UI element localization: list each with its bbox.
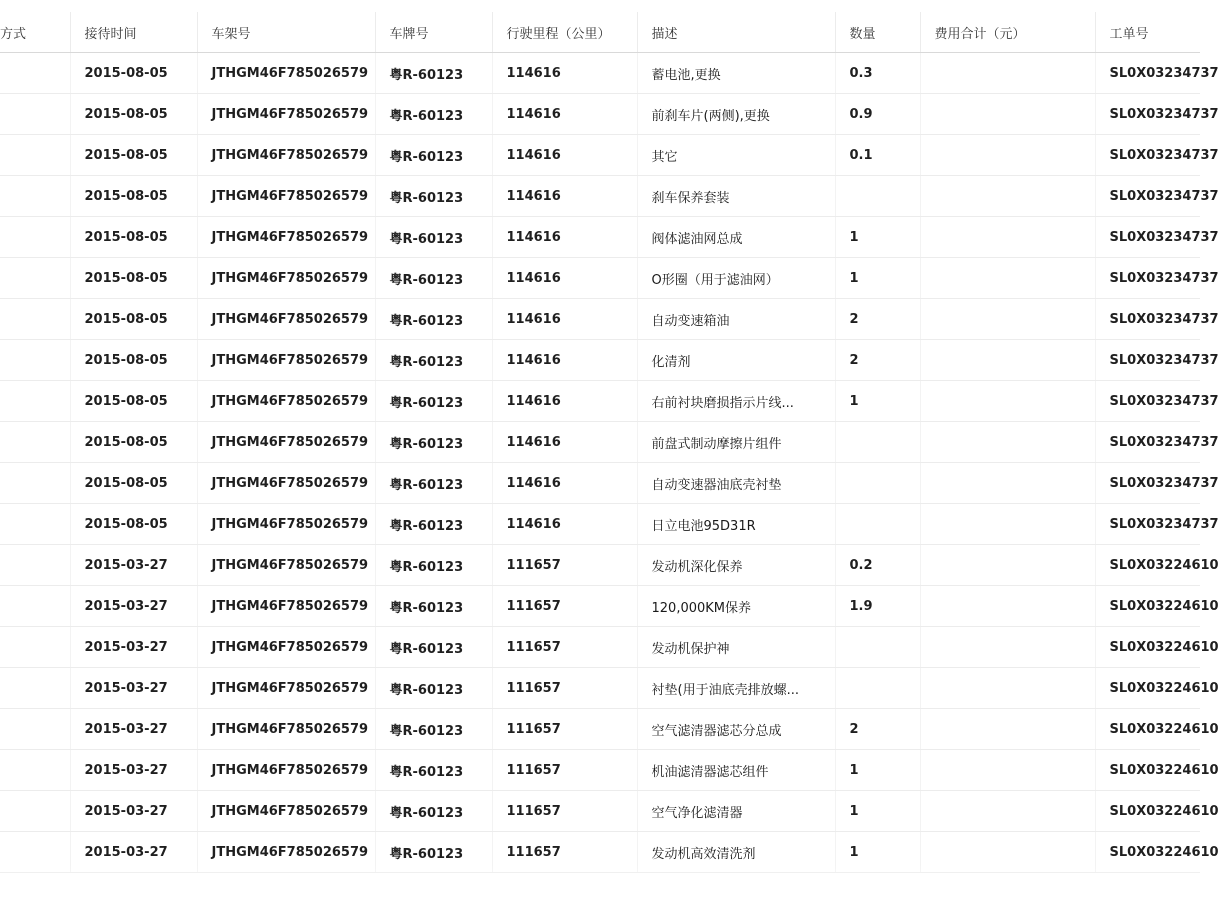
cell-plate: 粤R-60123 [375, 668, 492, 709]
cell-description: 空气滤清器滤芯分总成 [637, 709, 835, 750]
cell-total-cost [920, 586, 1095, 627]
table-row[interactable] [0, 299, 1200, 340]
cell-method [0, 545, 70, 586]
cell-mileage: 114616 [492, 422, 637, 463]
cell-vin: JTHGM46F785026579 [197, 709, 375, 750]
cell-method [0, 340, 70, 381]
cell-reception-time: 2015-03-27 [70, 586, 197, 627]
cell-description: 空气净化滤清器 [637, 791, 835, 832]
cell-mileage: 114616 [492, 463, 637, 504]
cell-quantity: 1 [835, 217, 920, 258]
cell-vin: JTHGM46F785026579 [197, 791, 375, 832]
cell-description: 机油滤清器滤芯组件 [637, 750, 835, 791]
cell-method [0, 832, 70, 873]
column-header-reception-time[interactable]: 接待时间 [70, 12, 197, 53]
cell-quantity [835, 504, 920, 545]
cell-plate: 粤R-60123 [375, 299, 492, 340]
cell-description: 前盘式制动摩擦片组件 [637, 422, 835, 463]
table-row[interactable] [0, 463, 1200, 504]
cell-mileage: 114616 [492, 135, 637, 176]
cell-method [0, 94, 70, 135]
cell-reception-time: 2015-03-27 [70, 791, 197, 832]
cell-description: O形圈（用于滤油网） [637, 258, 835, 299]
cell-work-order: SL0X03234737 [1095, 422, 1200, 463]
cell-vin: JTHGM46F785026579 [197, 135, 375, 176]
cell-method [0, 422, 70, 463]
cell-total-cost [920, 627, 1095, 668]
cell-vin: JTHGM46F785026579 [197, 340, 375, 381]
cell-reception-time: 2015-03-27 [70, 545, 197, 586]
cell-mileage: 111657 [492, 750, 637, 791]
cell-total-cost [920, 791, 1095, 832]
cell-quantity [835, 176, 920, 217]
cell-work-order: SL0X03224610 [1095, 627, 1200, 668]
table-row[interactable] [0, 668, 1200, 709]
column-header-mileage[interactable]: 行驶里程（公里） [492, 12, 637, 53]
cell-quantity: 0.1 [835, 135, 920, 176]
table-row[interactable] [0, 791, 1200, 832]
cell-description: 刹车保养套装 [637, 176, 835, 217]
cell-work-order: SL0X03224610 [1095, 832, 1200, 873]
cell-quantity: 2 [835, 709, 920, 750]
cell-plate: 粤R-60123 [375, 94, 492, 135]
cell-method [0, 750, 70, 791]
cell-vin: JTHGM46F785026579 [197, 94, 375, 135]
cell-vin: JTHGM46F785026579 [197, 750, 375, 791]
column-header-work-order[interactable]: 工单号 [1095, 12, 1200, 53]
cell-vin: JTHGM46F785026579 [197, 463, 375, 504]
cell-reception-time: 2015-03-27 [70, 832, 197, 873]
cell-work-order: SL0X03234737 [1095, 217, 1200, 258]
cell-description: 衬垫(用于油底壳排放螺... [637, 668, 835, 709]
table-header-row [0, 12, 1200, 53]
table-row[interactable] [0, 176, 1200, 217]
table-row[interactable] [0, 53, 1200, 94]
cell-work-order: SL0X03224610 [1095, 668, 1200, 709]
cell-vin: JTHGM46F785026579 [197, 53, 375, 94]
cell-plate: 粤R-60123 [375, 381, 492, 422]
cell-total-cost [920, 299, 1095, 340]
cell-vin: JTHGM46F785026579 [197, 422, 375, 463]
cell-work-order: SL0X03234737 [1095, 504, 1200, 545]
cell-mileage: 111657 [492, 668, 637, 709]
cell-plate: 粤R-60123 [375, 258, 492, 299]
cell-work-order: SL0X03234737 [1095, 340, 1200, 381]
cell-reception-time: 2015-08-05 [70, 463, 197, 504]
cell-reception-time: 2015-08-05 [70, 258, 197, 299]
cell-plate: 粤R-60123 [375, 627, 492, 668]
column-header-total-cost[interactable]: 费用合计（元） [920, 12, 1095, 53]
cell-vin: JTHGM46F785026579 [197, 381, 375, 422]
cell-mileage: 114616 [492, 381, 637, 422]
cell-vin: JTHGM46F785026579 [197, 668, 375, 709]
column-header-vin[interactable]: 车架号 [197, 12, 375, 53]
cell-quantity: 0.3 [835, 53, 920, 94]
cell-mileage: 114616 [492, 299, 637, 340]
cell-method [0, 586, 70, 627]
table-row[interactable] [0, 258, 1200, 299]
cell-plate: 粤R-60123 [375, 791, 492, 832]
cell-reception-time: 2015-03-27 [70, 750, 197, 791]
cell-total-cost [920, 668, 1095, 709]
cell-mileage: 114616 [492, 504, 637, 545]
cell-mileage: 114616 [492, 176, 637, 217]
cell-total-cost [920, 463, 1095, 504]
cell-vin: JTHGM46F785026579 [197, 832, 375, 873]
cell-description: 阀体滤油网总成 [637, 217, 835, 258]
cell-quantity: 1.9 [835, 586, 920, 627]
cell-work-order: SL0X03234737 [1095, 94, 1200, 135]
cell-quantity [835, 422, 920, 463]
cell-method [0, 258, 70, 299]
cell-plate: 粤R-60123 [375, 340, 492, 381]
cell-method [0, 53, 70, 94]
cell-reception-time: 2015-08-05 [70, 422, 197, 463]
cell-work-order: SL0X03234737 [1095, 258, 1200, 299]
cell-reception-time: 2015-08-05 [70, 94, 197, 135]
cell-mileage: 111657 [492, 586, 637, 627]
cell-total-cost [920, 545, 1095, 586]
table-row[interactable] [0, 217, 1200, 258]
table-body [0, 53, 1219, 873]
cell-plate: 粤R-60123 [375, 422, 492, 463]
cell-reception-time: 2015-08-05 [70, 299, 197, 340]
table-row[interactable] [0, 750, 1200, 791]
cell-vin: JTHGM46F785026579 [197, 586, 375, 627]
cell-description: 120,000KM保养 [637, 586, 835, 627]
cell-mileage: 114616 [492, 94, 637, 135]
cell-total-cost [920, 217, 1095, 258]
cell-description: 自动变速器油底壳衬垫 [637, 463, 835, 504]
cell-method [0, 135, 70, 176]
cell-vin: JTHGM46F785026579 [197, 504, 375, 545]
cell-work-order: SL0X03234737 [1095, 176, 1200, 217]
cell-method [0, 709, 70, 750]
cell-plate: 粤R-60123 [375, 463, 492, 504]
cell-total-cost [920, 709, 1095, 750]
table-row[interactable] [0, 709, 1200, 750]
column-header-method[interactable]: 方式 [0, 12, 70, 53]
cell-work-order: SL0X03224610 [1095, 586, 1200, 627]
cell-reception-time: 2015-08-05 [70, 135, 197, 176]
cell-work-order: SL0X03224610 [1095, 791, 1200, 832]
cell-vin: JTHGM46F785026579 [197, 545, 375, 586]
column-header-description[interactable]: 描述 [637, 12, 835, 53]
cell-quantity: 0.9 [835, 94, 920, 135]
cell-description: 发动机高效清洗剂 [637, 832, 835, 873]
cell-plate: 粤R-60123 [375, 176, 492, 217]
cell-description: 其它 [637, 135, 835, 176]
cell-quantity: 1 [835, 791, 920, 832]
cell-total-cost [920, 258, 1095, 299]
cell-vin: JTHGM46F785026579 [197, 299, 375, 340]
cell-method [0, 627, 70, 668]
cell-total-cost [920, 340, 1095, 381]
cell-quantity: 2 [835, 299, 920, 340]
cell-work-order: SL0X03234737 [1095, 463, 1200, 504]
cell-method [0, 176, 70, 217]
cell-work-order: SL0X03224610 [1095, 750, 1200, 791]
table-row[interactable] [0, 545, 1200, 586]
cell-method [0, 463, 70, 504]
cell-reception-time: 2015-08-05 [70, 176, 197, 217]
cell-work-order: SL0X03234737 [1095, 135, 1200, 176]
cell-vin: JTHGM46F785026579 [197, 176, 375, 217]
cell-plate: 粤R-60123 [375, 545, 492, 586]
cell-method [0, 504, 70, 545]
table-row[interactable] [0, 504, 1200, 545]
cell-mileage: 114616 [492, 340, 637, 381]
cell-method [0, 381, 70, 422]
cell-reception-time: 2015-03-27 [70, 709, 197, 750]
cell-reception-time: 2015-08-05 [70, 217, 197, 258]
cell-total-cost [920, 176, 1095, 217]
cell-quantity: 1 [835, 750, 920, 791]
cell-description: 发动机保护神 [637, 627, 835, 668]
cell-plate: 粤R-60123 [375, 504, 492, 545]
cell-quantity [835, 627, 920, 668]
cell-reception-time: 2015-08-05 [70, 53, 197, 94]
cell-quantity: 1 [835, 258, 920, 299]
cell-mileage: 111657 [492, 545, 637, 586]
cell-description: 化清剂 [637, 340, 835, 381]
table-row[interactable] [0, 135, 1200, 176]
cell-plate: 粤R-60123 [375, 586, 492, 627]
cell-mileage: 111657 [492, 627, 637, 668]
cell-vin: JTHGM46F785026579 [197, 258, 375, 299]
cell-plate: 粤R-60123 [375, 53, 492, 94]
column-header-plate[interactable]: 车牌号 [375, 12, 492, 53]
cell-vin: JTHGM46F785026579 [197, 217, 375, 258]
cell-total-cost [920, 750, 1095, 791]
cell-description: 蓄电池,更换 [637, 53, 835, 94]
cell-reception-time: 2015-08-05 [70, 504, 197, 545]
cell-work-order: SL0X03234737 [1095, 381, 1200, 422]
cell-reception-time: 2015-08-05 [70, 381, 197, 422]
cell-plate: 粤R-60123 [375, 709, 492, 750]
table-row[interactable] [0, 586, 1200, 627]
cell-mileage: 111657 [492, 832, 637, 873]
table-row[interactable] [0, 832, 1200, 873]
cell-plate: 粤R-60123 [375, 217, 492, 258]
cell-mileage: 114616 [492, 53, 637, 94]
cell-plate: 粤R-60123 [375, 135, 492, 176]
cell-plate: 粤R-60123 [375, 832, 492, 873]
cell-reception-time: 2015-03-27 [70, 627, 197, 668]
cell-total-cost [920, 381, 1095, 422]
cell-reception-time: 2015-03-27 [70, 668, 197, 709]
cell-total-cost [920, 422, 1095, 463]
cell-method [0, 791, 70, 832]
cell-mileage: 111657 [492, 791, 637, 832]
cell-mileage: 114616 [492, 258, 637, 299]
cell-total-cost [920, 135, 1095, 176]
cell-description: 前刹车片(两侧),更换 [637, 94, 835, 135]
table-row[interactable] [0, 381, 1200, 422]
cell-method [0, 217, 70, 258]
cell-description: 右前衬块磨损指示片线... [637, 381, 835, 422]
column-header-quantity[interactable]: 数量 [835, 12, 920, 53]
cell-work-order: SL0X03224610 [1095, 709, 1200, 750]
cell-description: 发动机深化保养 [637, 545, 835, 586]
cell-method [0, 299, 70, 340]
cell-description: 自动变速箱油 [637, 299, 835, 340]
table-row[interactable] [0, 422, 1200, 463]
cell-description: 日立电池95D31R [637, 504, 835, 545]
cell-work-order: SL0X03224610 [1095, 545, 1200, 586]
cell-quantity: 2 [835, 340, 920, 381]
service-records-table [0, 12, 1219, 873]
cell-total-cost [920, 832, 1095, 873]
cell-quantity: 1 [835, 832, 920, 873]
cell-quantity: 1 [835, 381, 920, 422]
cell-total-cost [920, 504, 1095, 545]
cell-method [0, 668, 70, 709]
cell-work-order: SL0X03234737 [1095, 299, 1200, 340]
cell-total-cost [920, 53, 1095, 94]
cell-work-order: SL0X03234737 [1095, 53, 1200, 94]
table-row[interactable] [0, 94, 1200, 135]
table-row[interactable] [0, 340, 1200, 381]
cell-total-cost [920, 94, 1095, 135]
cell-quantity: 0.2 [835, 545, 920, 586]
cell-quantity [835, 463, 920, 504]
cell-mileage: 111657 [492, 709, 637, 750]
table-row[interactable] [0, 627, 1200, 668]
cell-mileage: 114616 [492, 217, 637, 258]
cell-quantity [835, 668, 920, 709]
cell-reception-time: 2015-08-05 [70, 340, 197, 381]
cell-plate: 粤R-60123 [375, 750, 492, 791]
cell-vin: JTHGM46F785026579 [197, 627, 375, 668]
